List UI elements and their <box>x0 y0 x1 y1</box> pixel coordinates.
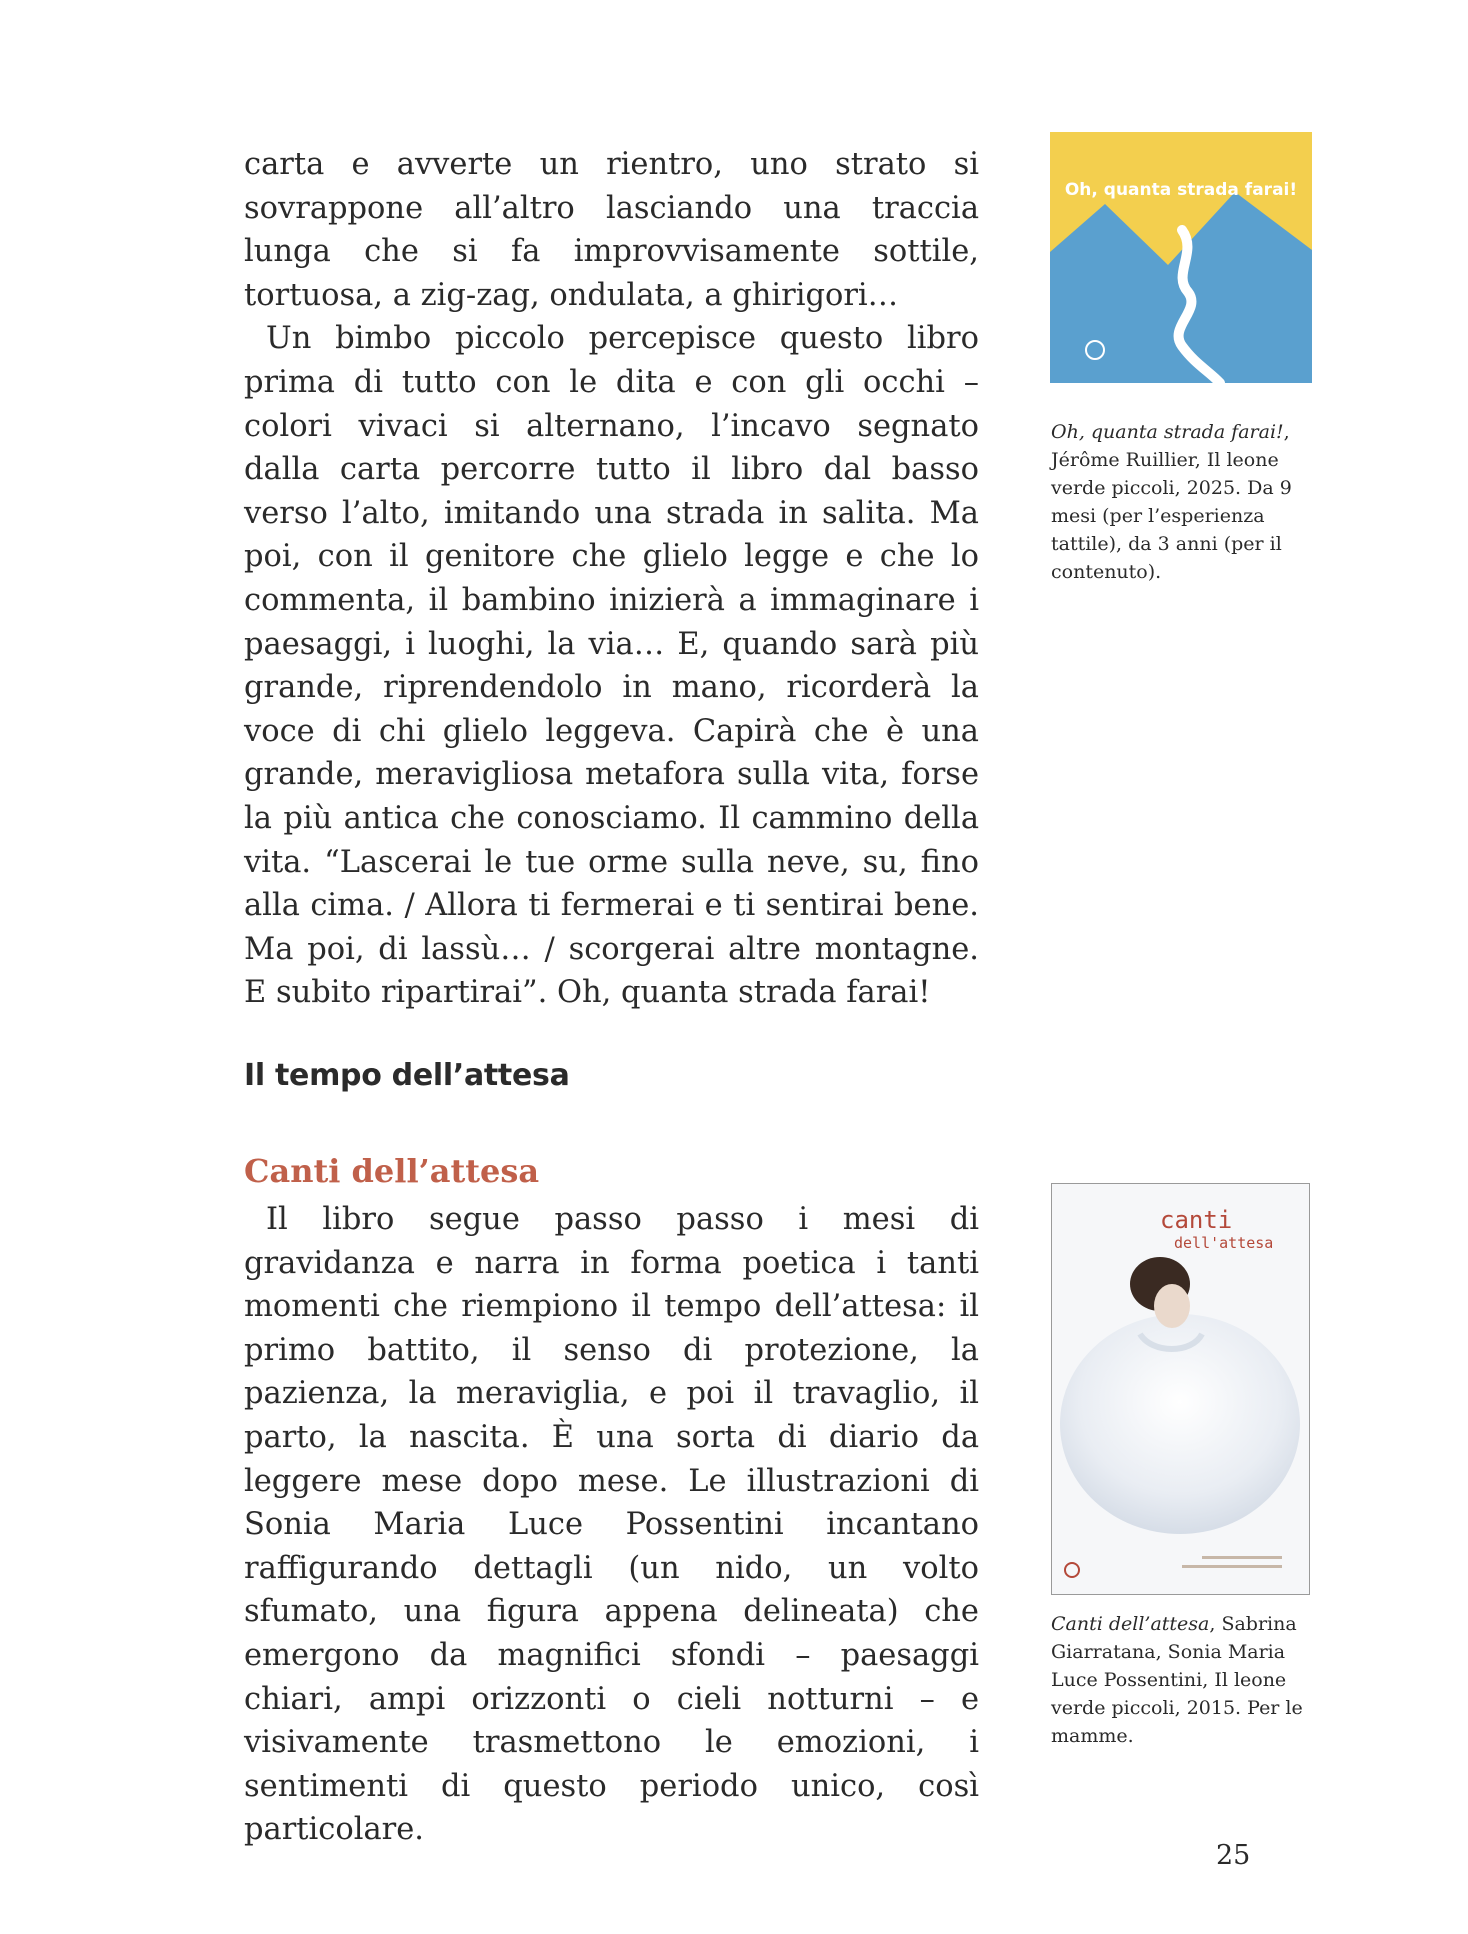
publisher-logo <box>1065 1563 1079 1577</box>
caption-book-1 <box>1051 418 1321 586</box>
caption-book-2 <box>1051 1610 1321 1750</box>
article-body-bottom <box>244 1198 979 1852</box>
paragraph: Un bimbo piccolo percepisce questo libro prima di tutto con le dita e con gli occhi – colori vivaci si alternano, l’incavo segnato dalla carta percorre tutto il libro dal basso verso l’alto, imitando una strada in salita. Ma poi, con il genitore che glielo legge e che lo commenta, il bambino inizierà a immaginare i paesaggi, i luoghi, la via… E, quando sarà più grande, riprendendolo in mano, ricorderà la voce di chi glielo leggeva. Capirà che è una grande, meravigliosa metafora sulla vita, forse la più antica che conosciamo. Il cammino della vita. “Lascerai le tue orme sulla neve, su, fino alla cima. / Allora ti fermerai e ti sentirai bene. Ma poi, di lassù… / scorgerai altre montagne. E subito ripartirai”. Oh, quanta strada farai! <box>244 321 979 1011</box>
book-cover-canti-dell-attesa <box>1051 1183 1310 1595</box>
caption-details: , Jérôme Ruillier, Il leone verde piccoli, 2025. Da 9 mesi (per l’esperienza tattile), da 3 anni (per il contenuto). <box>1051 421 1292 583</box>
cover-illustration <box>1050 132 1312 383</box>
article-body-top <box>244 143 979 1015</box>
paragraph: Il libro segue passo passo i mesi di gravidanza e narra in forma poetica i tanti momenti che riempiono il tempo dell’attesa: il primo battito, il senso di protezione, la pazienza, la meraviglia, e poi il travaglio, il parto, la nascita. È una sorta di diario da leggere mese dopo mese. Le illustrazioni di Sonia Maria Luce Possentini incantano raffigurando dettagli (un nido, un volto sfumato, una figura appena delineata) che emergono da magnifici sfondi – paesaggi chiari, ampi orizzonti o cieli notturni – e visivamente trasmettono le emozioni, i sentimenti di questo periodo unico, così particolare. <box>244 1202 979 1848</box>
credits-line <box>1182 1565 1282 1568</box>
book-title: Canti dell’attesa <box>244 1152 540 1190</box>
paragraph: carta e avverte un rientro, uno strato si sovrappone all’altro lasciando una traccia lunga che si fa improvvisamente sottile, tortuosa, a zig-zag, ondulata, a ghirigori… <box>244 147 979 313</box>
page-number: 25 <box>1216 1840 1251 1871</box>
caption-details: , Sabrina Giarratana, Sonia Maria Luce Possentini, Il leone verde piccoli, 2015. Per le mamme. <box>1051 1613 1303 1747</box>
section-heading: Il tempo dell’attesa <box>244 1058 570 1093</box>
cover-title: Oh, quanta strada farai! <box>1064 180 1298 200</box>
face <box>1154 1284 1190 1328</box>
book-cover-oh-quanta-strada-farai <box>1050 132 1312 383</box>
credits-line <box>1202 1556 1282 1559</box>
caption-title: Oh, quanta strada farai! <box>1051 421 1284 443</box>
cover-subtitle: dell'attesa <box>1174 1234 1274 1252</box>
cover-title: canti <box>1160 1206 1233 1234</box>
caption-title: Canti dell’attesa <box>1051 1613 1210 1635</box>
